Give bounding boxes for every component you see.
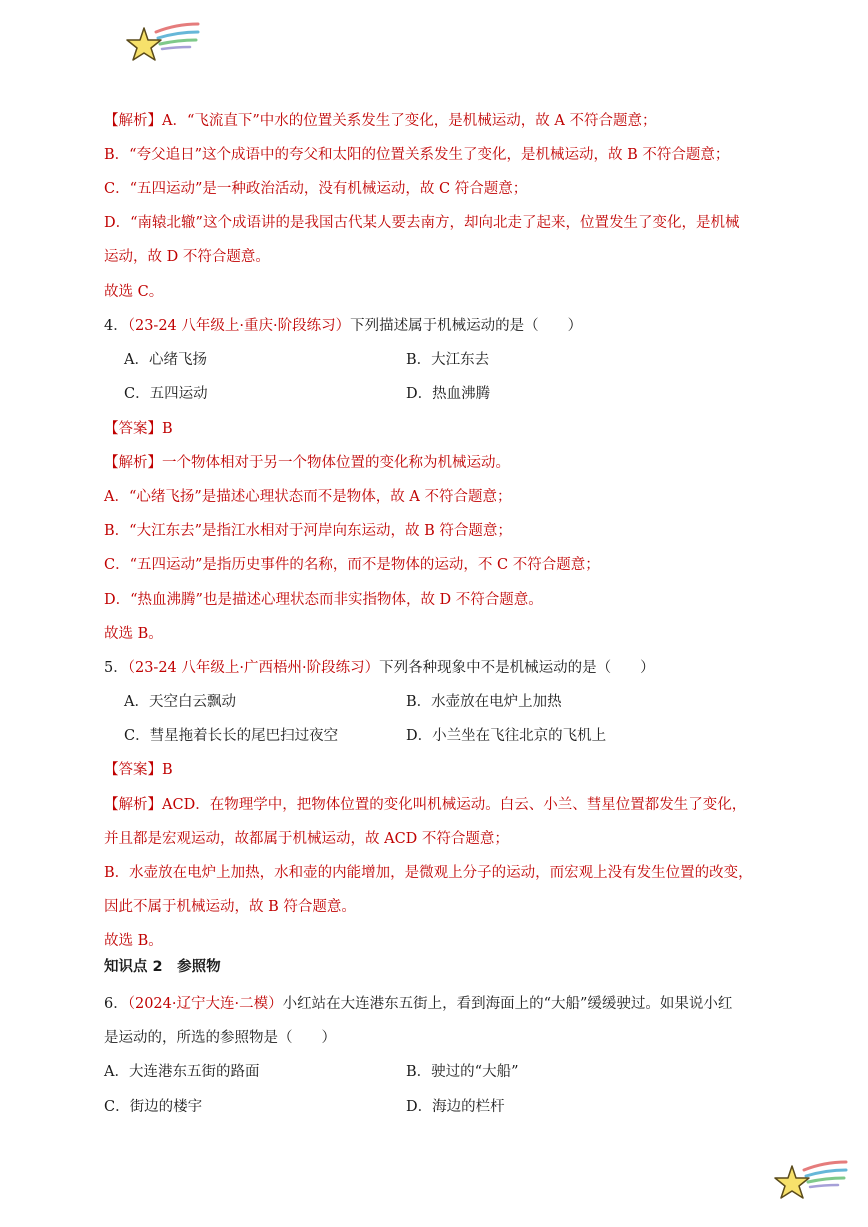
q6-option-d: D．海边的栏杆 — [406, 1099, 505, 1115]
q4-option-b: B．大江东去 — [406, 352, 490, 368]
q4-explain-line-4: C．“五四运动”是指历史事件的名称，而不是物体的运动，不 C 不符合题意； — [104, 557, 600, 573]
q3-explain-line-4: D．“南辕北辙”这个成语讲的是我国古代某人要去南方，却向北走了起来，位置发生了变化，是机械 — [104, 215, 740, 231]
q5-explain-line-4: 因此不属于机械运动，故 B 符合题意。 — [104, 899, 356, 915]
q4-explain-line-1: 【解析】一个物体相对于另一个物体位置的变化称为机械运动。 — [104, 455, 510, 471]
question-stem: 下列各种现象中不是机械运动的是（ ） — [379, 660, 655, 676]
q3-explain-line-3: C．“五四运动”是一种政治活动，没有机械运动，故 C 符合题意； — [104, 181, 528, 197]
question-source: （23-24 八年级上·广西梧州·阶段练习） — [127, 660, 380, 676]
question-6 — [104, 994, 732, 1014]
q4-explain-line-5: D．“热血沸腾”也是描述心理状态而非实指物体，故 D 不符合题意。 — [104, 592, 543, 608]
q4-explain-line-2: A．“心绪飞扬”是描述心理状态而不是物体，故 A 不符合题意； — [104, 489, 512, 505]
q6-option-b: B．驶过的“大船” — [406, 1064, 519, 1080]
q5-option-b: B．水壶放在电炉上加热 — [406, 694, 562, 710]
q3-explain-line-1: 【解析】A．“飞流直下”中水的位置关系发生了变化，是机械运动，故 A 不符合题意； — [104, 113, 657, 129]
question-stem: 小红站在大连港东五街上，看到海面上的“大船”缓缓驶过。如果说小红 — [282, 996, 733, 1012]
question-6-stem-line-2: 是运动的，所选的参照物是（ ） — [104, 1030, 336, 1046]
q3-explain-line-2: B．“夸父追日”这个成语中的夸父和太阳的位置关系发生了变化，是机械运动，故 B 不符合题意； — [104, 147, 730, 163]
question-source: （23-24 八年级上·重庆·阶段练习） — [127, 318, 351, 334]
q5-option-c: C．彗星拖着长长的尾巴扫过夜空 — [124, 728, 339, 744]
q5-answer: 【答案】B — [104, 762, 173, 778]
question-source: （2024·辽宁大连·二模） — [127, 996, 283, 1012]
q4-answer: 【答案】B — [104, 421, 173, 437]
q4-option-d: D．热血沸腾 — [406, 386, 491, 402]
q5-explain-line-1: 【解析】ACD．在物理学中，把物体位置的变化叫机械运动。白云、小兰、彗星位置都发生了变化， — [104, 797, 747, 813]
q5-option-a: A．天空白云飘动 — [124, 694, 236, 710]
q5-option-d: D．小兰坐在飞往北京的飞机上 — [406, 728, 607, 744]
q6-option-c: C．街边的楼宇 — [104, 1099, 203, 1115]
question-stem: 下列描述属于机械运动的是（ ） — [350, 318, 583, 334]
star-decoration-icon — [126, 18, 200, 66]
question-number: 4． — [104, 318, 128, 334]
section-heading: 知识点 2 参照物 — [104, 959, 221, 975]
q5-explain-line-2: 并且都是宏观运动，故都属于机械运动，故 ACD 不符合题意； — [104, 831, 509, 847]
star-decoration-icon — [774, 1156, 848, 1204]
q4-explain-line-6: 故选 B。 — [104, 626, 163, 642]
question-number: 5． — [104, 660, 128, 676]
question-4 — [104, 316, 582, 336]
q5-explain-line-3: B．水壶放在电炉上加热，水和壶的内能增加，是微观上分子的运动，而宏观上没有发生位置的改变， — [104, 865, 753, 881]
q4-option-c: C．五四运动 — [124, 386, 208, 402]
q5-explain-line-5: 故选 B。 — [104, 933, 163, 949]
q4-option-a: A．心绪飞扬 — [124, 352, 207, 368]
q6-option-a: A．大连港东五街的路面 — [104, 1064, 260, 1080]
q4-explain-line-3: B．“大江东去”是指江水相对于河岸向东运动，故 B 符合题意； — [104, 523, 512, 539]
q3-explain-line-5: 运动，故 D 不符合题意。 — [104, 249, 270, 265]
question-5 — [104, 658, 655, 678]
q3-explain-line-6: 故选 C。 — [104, 284, 164, 300]
question-number: 6． — [104, 996, 128, 1012]
